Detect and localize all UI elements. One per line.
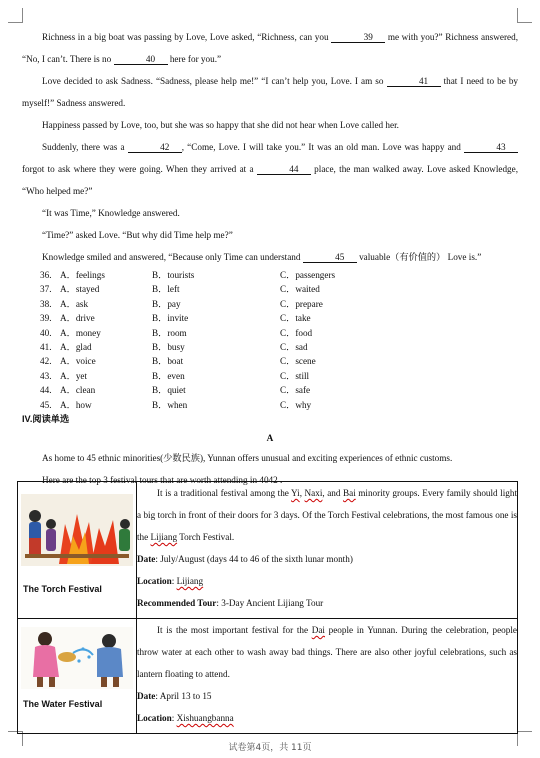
text: Lijiang bbox=[150, 532, 178, 542]
text: : 3-Day Ancient Lijiang Tour bbox=[216, 598, 324, 608]
text: , and bbox=[322, 488, 343, 498]
option-a[interactable]: A．stayed bbox=[60, 284, 100, 295]
text: Location bbox=[137, 576, 172, 586]
text: , “Come, Love. I will take you.” It was an old man. Love was happy and bbox=[181, 142, 464, 152]
text: place, the man walked away. Love asked Knowledge, “Who helped me?” bbox=[22, 164, 519, 196]
water-festival-illustration bbox=[21, 627, 133, 689]
option-b[interactable]: B．even bbox=[152, 370, 185, 381]
option-row bbox=[22, 297, 518, 311]
blank-43[interactable]: 43 bbox=[464, 142, 518, 153]
table-row bbox=[18, 482, 518, 619]
crop-mark-top-left bbox=[8, 8, 23, 23]
text: Knowledge smiled and answered, “Because only Time can understand bbox=[42, 252, 303, 262]
intro-line-1 bbox=[22, 447, 518, 469]
text: : bbox=[171, 576, 177, 586]
blank-40[interactable]: 40 bbox=[114, 54, 168, 65]
option-a[interactable]: A．how bbox=[60, 399, 92, 410]
page-footer: 试卷第4页，共 11页 bbox=[228, 743, 312, 753]
text: : bbox=[171, 713, 177, 723]
option-c[interactable]: C．food bbox=[280, 327, 313, 338]
option-row bbox=[22, 340, 518, 354]
text: It is a traditional festival among the bbox=[157, 488, 292, 498]
option-row bbox=[22, 282, 518, 296]
question-number: 36. bbox=[40, 270, 52, 280]
option-c[interactable]: C．take bbox=[280, 313, 311, 324]
crop-mark-top-right bbox=[517, 8, 532, 23]
option-a[interactable]: A．yet bbox=[60, 370, 88, 381]
option-b[interactable]: B．when bbox=[152, 399, 188, 410]
torch-tour bbox=[137, 592, 517, 614]
option-a[interactable]: A．feelings bbox=[60, 270, 105, 280]
text: me with you?” Richness answered, “No, I can’t. There is no bbox=[22, 32, 518, 64]
option-b[interactable]: B．boat bbox=[152, 356, 184, 367]
option-a[interactable]: A．clean bbox=[60, 385, 96, 396]
section-title: IV.阅读单选 bbox=[22, 413, 70, 424]
text: Torch Festival. bbox=[177, 532, 235, 542]
option-row bbox=[22, 354, 518, 368]
option-c[interactable]: C．prepare bbox=[280, 298, 323, 309]
blank-42[interactable]: 42 bbox=[128, 142, 182, 153]
text: Naxi bbox=[304, 488, 323, 498]
text: : April 13 to 15 bbox=[155, 691, 212, 701]
torch-festival-illustration bbox=[21, 494, 133, 566]
question-number: 37. bbox=[40, 284, 52, 295]
torch-date bbox=[137, 548, 517, 570]
option-a[interactable]: A．ask bbox=[60, 298, 89, 309]
question-number: 40. bbox=[40, 327, 52, 338]
option-row bbox=[22, 268, 518, 282]
text: valuable（有价值的） Love is.” bbox=[356, 252, 482, 262]
water-description bbox=[137, 619, 517, 685]
water-festival-details bbox=[137, 619, 518, 734]
question-number: 45. bbox=[40, 399, 52, 410]
option-b[interactable]: B．invite bbox=[152, 313, 189, 324]
option-b[interactable]: B．pay bbox=[152, 298, 181, 309]
question-number: 39. bbox=[40, 313, 52, 324]
option-a[interactable]: A．money bbox=[60, 327, 101, 338]
water-festival-name: The Water Festival bbox=[23, 699, 103, 709]
text: , bbox=[299, 488, 305, 498]
torch-festival-details bbox=[137, 482, 518, 619]
torch-festival-cell bbox=[18, 482, 137, 619]
option-row bbox=[22, 311, 518, 325]
table-row bbox=[18, 619, 518, 734]
question-number: 38. bbox=[40, 298, 52, 309]
option-c[interactable]: C．why bbox=[280, 399, 312, 410]
torch-description bbox=[137, 482, 517, 548]
text: It is the most important festival for the bbox=[157, 625, 312, 635]
text: Yi bbox=[291, 488, 300, 498]
text: forgot to ask where they were going. When they arrived at a bbox=[22, 164, 257, 174]
option-a[interactable]: A．voice bbox=[60, 356, 96, 367]
option-b[interactable]: B．busy bbox=[152, 341, 185, 352]
option-b[interactable]: B．quiet bbox=[152, 385, 186, 396]
options-list bbox=[22, 268, 518, 412]
text: Dai bbox=[311, 625, 325, 635]
question-number: 44. bbox=[40, 385, 52, 396]
question-number: 41. bbox=[40, 341, 52, 352]
torch-festival-name: The Torch Festival bbox=[23, 584, 102, 594]
text: Location bbox=[137, 713, 172, 723]
text: “Time?” asked Love. “But why did Time help me?” bbox=[42, 230, 233, 240]
exam-page bbox=[22, 26, 518, 491]
text: Richness in a big boat was passing by Love, Love asked, “Richness, can you bbox=[42, 32, 332, 42]
text: Recommended Tour bbox=[137, 598, 217, 608]
option-c[interactable]: C．safe bbox=[280, 385, 311, 396]
text: : July/August (days 44 to 46 of the sixth lunar month) bbox=[155, 554, 353, 564]
text: Happiness passed by Love, too, but she was so happy that she did not hear when Love called her. bbox=[42, 120, 399, 130]
option-row bbox=[22, 369, 518, 383]
question-number: 42. bbox=[40, 356, 52, 367]
passage-paragraph-2 bbox=[22, 70, 518, 114]
option-c[interactable]: C．scene bbox=[280, 356, 316, 367]
option-b[interactable]: B．tourists bbox=[152, 270, 195, 280]
text: that I need to be by myself!” Sadness answered. bbox=[22, 76, 519, 108]
text: people in Yunnan. During the celebration, people throw water at each other to wash away bad things. There are also other joyful celebrations, such as lantern floating to attend. bbox=[137, 625, 517, 679]
text: Lijiang bbox=[176, 576, 204, 586]
blank-41[interactable]: 41 bbox=[387, 76, 441, 87]
blank-39[interactable]: 39 bbox=[331, 32, 385, 43]
option-a[interactable]: A．drive bbox=[60, 313, 95, 324]
option-b[interactable]: B．room bbox=[152, 327, 187, 338]
text: As home to 45 ethnic minorities(少数民族), Yunnan offers unusual and exciting experiences of ethnic customs. bbox=[42, 452, 453, 463]
option-row bbox=[22, 398, 518, 412]
option-c[interactable]: C．sad bbox=[280, 341, 308, 352]
text: Bai bbox=[342, 488, 356, 498]
passage-paragraph-4 bbox=[22, 136, 518, 202]
text: Date bbox=[137, 554, 156, 564]
text: Love decided to ask Sadness. “Sadness, please help me!” “I can’t help you, Love. I am so bbox=[42, 76, 387, 86]
text: here for you.” bbox=[167, 54, 222, 64]
text: Date bbox=[137, 691, 156, 701]
option-c[interactable]: C．passengers bbox=[280, 270, 336, 280]
option-b[interactable]: B．left bbox=[152, 284, 180, 295]
part-heading: A bbox=[266, 432, 274, 443]
torch-location bbox=[137, 570, 517, 592]
water-date bbox=[137, 685, 517, 707]
passage-paragraph-5 bbox=[22, 202, 518, 224]
passage-paragraph-1 bbox=[22, 26, 518, 70]
passage-paragraph-7 bbox=[22, 246, 518, 268]
water-location bbox=[137, 707, 517, 729]
text: minority groups. Every family should light a big torch in front of their doors for 3 days. Of the Torch Festival celebrations, the most famous one is the bbox=[137, 488, 517, 542]
text: Suddenly, there was a bbox=[42, 142, 128, 152]
blank-44[interactable]: 44 bbox=[257, 164, 311, 175]
text: Xishuangbanna bbox=[176, 713, 234, 723]
option-row bbox=[22, 383, 518, 397]
text: “It was Time,” Knowledge answered. bbox=[42, 208, 180, 218]
festival-table bbox=[17, 481, 518, 734]
text: Here are the top 3 festival tours that are worth attending in 4042 . bbox=[42, 474, 283, 485]
option-c[interactable]: C．still bbox=[280, 370, 310, 381]
blank-45[interactable]: 45 bbox=[303, 252, 357, 263]
option-a[interactable]: A．glad bbox=[60, 341, 92, 352]
question-number: 43. bbox=[40, 370, 52, 381]
passage-paragraph-3 bbox=[22, 114, 518, 136]
option-c[interactable]: C．waited bbox=[280, 284, 320, 295]
water-festival-cell bbox=[18, 619, 137, 734]
passage-paragraph-6 bbox=[22, 224, 518, 246]
option-row bbox=[22, 326, 518, 340]
